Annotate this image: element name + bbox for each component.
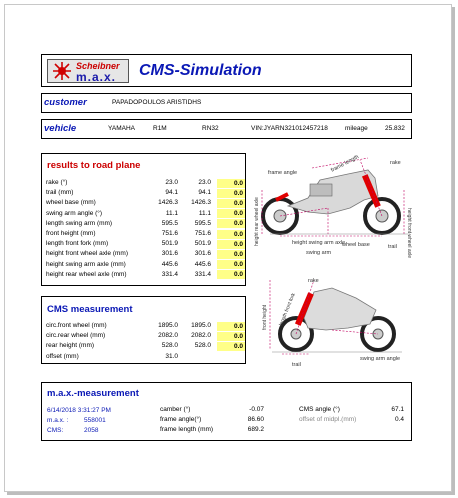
vehicle-model: R1M (153, 125, 167, 132)
camber-value: -0.07 (249, 406, 264, 413)
table-row (42, 219, 245, 229)
bike-body-shape-2 (304, 288, 376, 330)
row-difference: 0.0 (217, 270, 245, 279)
row-value-actual: 31.0 (165, 352, 178, 360)
row-label: front height (mm) (46, 230, 96, 237)
row-value-actual: 23.0 (165, 179, 178, 186)
max-id-value: 558001 (84, 417, 106, 424)
cms-id-value: 2058 (84, 427, 99, 434)
row-value-actual: 528.0 (161, 342, 178, 350)
max-box (41, 382, 412, 441)
row-label: height front wheel axle (mm) (46, 250, 129, 258)
row-value-actual: 751.6 (161, 230, 178, 237)
table-row (42, 178, 245, 188)
row-value-target: 445.6 (194, 260, 211, 268)
row-label: height swing arm axle (mm) (46, 260, 126, 268)
mileage-label: mileage (345, 125, 368, 132)
row-value-target: 1426.3 (191, 199, 211, 207)
table-row (42, 352, 245, 362)
row-value-target: 331.4 (194, 270, 211, 278)
row-value-actual: 331.4 (161, 270, 178, 278)
row-difference: 0.0 (217, 189, 245, 198)
row-label: wheel base (mm) (46, 199, 96, 207)
row-label: rear height (mm) (46, 342, 95, 350)
row-value-actual: 445.6 (161, 260, 178, 268)
logo-top-text: Scheibner (76, 61, 120, 71)
customer-label: customer (44, 97, 87, 108)
measurement-date: 6/14/2018 3:31:27 PM (47, 407, 111, 414)
max-title: m.a.x.-measurement (47, 388, 139, 399)
wheel-base-label: wheel base (342, 242, 370, 248)
frame-angle-label: frame angle (268, 170, 298, 176)
trail-label-2: trail (292, 362, 301, 368)
offset-midplane-label: offset of midpl.(mm) (299, 416, 357, 423)
cms-angle-value: 67.1 (391, 406, 404, 413)
row-value-actual: 1426.3 (158, 199, 178, 207)
row-value-actual: 1895.0 (158, 322, 178, 329)
height-rear-wheel-axle-label: height rear wheel axle (254, 197, 260, 246)
vehicle-vin: VIN:JYARN321012457218 (251, 125, 328, 132)
customer-box (41, 93, 412, 113)
row-value-actual: 301.6 (161, 250, 178, 258)
row-value-target: 595.5 (194, 219, 211, 227)
trail-label: trail (388, 244, 397, 250)
row-difference: 0.0 (217, 322, 245, 331)
table-row (42, 341, 245, 351)
table-row (42, 270, 245, 280)
height-front-wheel-axle-label: height front wheel axle (406, 208, 412, 259)
front-height-label: front height (262, 304, 268, 330)
table-row (42, 331, 245, 341)
max-id-label: m.a.x. : (47, 417, 69, 424)
row-value-target: 301.6 (194, 250, 211, 258)
vehicle-code: RN32 (202, 125, 219, 132)
logo-bottom-text: m.a.x. (76, 70, 117, 84)
road-plane-box (41, 153, 246, 286)
fork-geometry-diagram (252, 270, 417, 372)
row-label: length swing arm (mm) (46, 219, 113, 227)
row-value-actual: 11.1 (165, 209, 178, 217)
row-label: circ.front wheel (mm) (46, 322, 107, 329)
row-label: rake (°) (46, 179, 68, 186)
row-difference: 0.0 (217, 179, 245, 188)
vehicle-make: YAMAHA (108, 125, 135, 132)
row-label: height rear wheel axle (mm) (46, 270, 127, 278)
brand-logo (47, 59, 129, 83)
row-difference: 0.0 (217, 199, 245, 208)
row-value-target: 528.0 (194, 342, 211, 350)
rake-label: rake (390, 160, 401, 166)
row-label: swing arm angle (°) (46, 209, 103, 217)
star-burst-icon (49, 60, 75, 82)
frame-length-label-text: frame length (mm) (160, 426, 214, 433)
row-difference: 0.0 (217, 260, 245, 269)
row-value-target: 501.9 (194, 240, 211, 248)
table-row (42, 198, 245, 208)
rake-label-2: rake (308, 278, 319, 284)
cms-angle-label: CMS angle (°) (299, 406, 340, 413)
row-label: length front fork (mm) (46, 240, 109, 248)
frame-angle-value: 86.60 (247, 416, 264, 423)
row-label: circ.rear wheel (mm) (46, 332, 106, 340)
row-value-target: 751.6 (194, 230, 211, 237)
offset-midplane-value: 0.4 (394, 416, 404, 423)
row-label: offset (mm) (46, 352, 79, 360)
frame-length-label: frame length (330, 154, 360, 174)
row-value-actual: 94.1 (165, 189, 178, 197)
customer-name: PAPADOPOULOS ARISTIDHS (112, 99, 202, 106)
row-difference: 0.0 (217, 342, 245, 351)
frame-length-value: 689.2 (247, 426, 264, 433)
length-front-fork-label: length front fork (278, 292, 297, 327)
mileage-value: 25.832 (385, 125, 405, 132)
row-value-target: 94.1 (198, 189, 211, 197)
row-difference: 0.0 (217, 250, 245, 259)
camber-label: camber (°) (160, 406, 191, 413)
row-value-actual: 501.9 (161, 240, 178, 248)
cms-box (41, 296, 246, 364)
row-difference: 0.0 (217, 332, 245, 341)
frame-angle-label-text: frame angle(°) (160, 416, 202, 423)
table-row (42, 321, 245, 331)
swing-arm-label: swing arm (306, 250, 332, 256)
vehicle-box (41, 119, 412, 139)
row-value-target: 1895.0 (191, 322, 211, 329)
row-difference: 0.0 (217, 230, 245, 239)
row-value-target: 2082.0 (191, 332, 211, 340)
row-value-target: 11.1 (198, 209, 211, 217)
row-difference: 0.0 (217, 240, 245, 249)
page-title: CMS-Simulation (139, 62, 262, 79)
row-label: trail (mm) (46, 189, 74, 197)
swing-arm-angle-label: swing arm angle (360, 356, 401, 362)
row-value-target: 23.0 (198, 179, 211, 186)
table-row (42, 239, 245, 249)
road-plane-title: results to road plane (47, 160, 141, 171)
cms-id-label: CMS: (47, 427, 64, 434)
row-difference: 0.0 (217, 209, 245, 218)
height-swing-arm-axle-label: height swing arm axle (292, 240, 346, 246)
cms-title: CMS measurement (47, 304, 133, 315)
table-row (42, 209, 245, 219)
table-row (42, 249, 245, 259)
row-difference: 0.0 (217, 219, 245, 228)
table-row (42, 260, 245, 270)
table-row (42, 188, 245, 198)
row-value-actual: 595.5 (161, 219, 178, 227)
row-value-actual: 2082.0 (158, 332, 178, 340)
motorcycle-geometry-diagram (250, 150, 415, 268)
vehicle-label: vehicle (44, 123, 77, 134)
table-row (42, 229, 245, 239)
